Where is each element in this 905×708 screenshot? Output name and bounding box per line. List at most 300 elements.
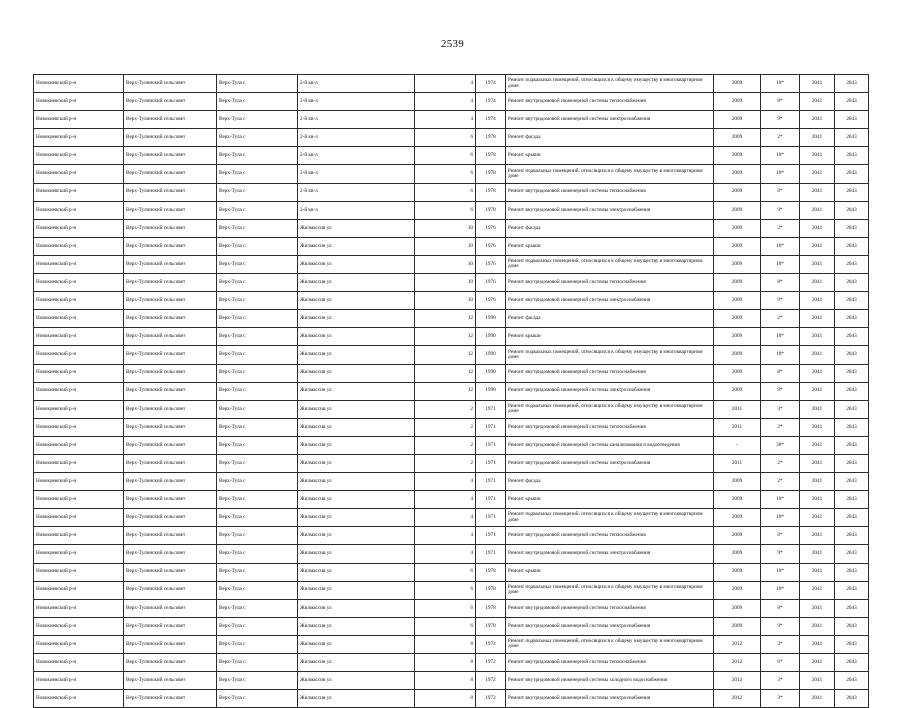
cell-locality: Верх-Тула с xyxy=(217,436,298,454)
cell-house-number: 4 xyxy=(415,509,476,527)
cell-house-number: 4 xyxy=(415,545,476,563)
cell-build-year: 1972 xyxy=(476,690,506,708)
cell-district: Новокиевский р-н xyxy=(34,129,124,147)
cell-settlement: Верх-Тулинский сельсовет xyxy=(124,111,217,129)
cell-build-year: 1978 xyxy=(476,599,506,617)
cell-settlement: Верх-Тулинский сельсовет xyxy=(124,129,217,147)
cell-survey-year: 2009 xyxy=(714,75,761,93)
cell-wear-value: 8* xyxy=(761,599,800,617)
cell-street: Жилмассив ул xyxy=(298,255,415,273)
cell-wear-value: 10* xyxy=(761,237,800,255)
cell-settlement: Верх-Тулинский сельсовет xyxy=(124,418,217,436)
table-body xyxy=(34,75,869,708)
cell-build-year: 1972 xyxy=(476,672,506,690)
cell-end-year: 2043 xyxy=(835,509,869,527)
cell-work-type: Ремонт фасада xyxy=(506,473,714,491)
cell-settlement: Верх-Тулинский сельсовет xyxy=(124,328,217,346)
cell-house-number: 10 xyxy=(415,255,476,273)
cell-build-year: 1971 xyxy=(476,509,506,527)
cell-locality: Верх-Тула с xyxy=(217,690,298,708)
cell-end-year: 2043 xyxy=(835,382,869,400)
cell-locality: Верх-Тула с xyxy=(217,473,298,491)
cell-work-type: Ремонт внутридомовой инженерной системы теплоснабжения xyxy=(506,183,714,201)
cell-end-year: 2043 xyxy=(835,75,869,93)
cell-wear-value: 2* xyxy=(761,418,800,436)
cell-start-year: 2041 xyxy=(800,581,835,599)
cell-street: 2-й кв-л xyxy=(298,129,415,147)
cell-start-year: 2041 xyxy=(800,382,835,400)
cell-work-type: Ремонт внутридомовой инженерной системы электроснабжения xyxy=(506,382,714,400)
cell-work-type: Ремонт подвальных помещений, относящихся к общему имуществу в многоквартирном доме xyxy=(506,400,714,418)
cell-district: Новокиевский р-н xyxy=(34,418,124,436)
cell-start-year: 2041 xyxy=(800,635,835,653)
cell-wear-value: 9* xyxy=(761,382,800,400)
cell-street: Жилмассив ул xyxy=(298,454,415,472)
cell-wear-value: 8* xyxy=(761,274,800,292)
cell-settlement: Верх-Тулинский сельсовет xyxy=(124,672,217,690)
cell-survey-year: 2009 xyxy=(714,364,761,382)
cell-build-year: 1990 xyxy=(476,364,506,382)
table-row xyxy=(34,654,869,672)
cell-start-year: 2041 xyxy=(800,545,835,563)
cell-build-year: 1990 xyxy=(476,310,506,328)
cell-build-year: 1974 xyxy=(476,111,506,129)
cell-work-type: Ремонт подвальных помещений, относящихся к общему имуществу в многоквартирном доме xyxy=(506,581,714,599)
cell-start-year: 2041 xyxy=(800,418,835,436)
cell-start-year: 2041 xyxy=(800,93,835,111)
table-row xyxy=(34,617,869,635)
cell-street: 2-й кв-л xyxy=(298,75,415,93)
cell-work-type: Ремонт внутридомовой инженерной системы электроснабжения xyxy=(506,111,714,129)
cell-start-year: 2041 xyxy=(800,690,835,708)
cell-wear-value: 9* xyxy=(761,545,800,563)
cell-settlement: Верх-Тулинский сельсовет xyxy=(124,654,217,672)
cell-house-number: 6 xyxy=(415,581,476,599)
cell-house-number: 8 xyxy=(415,672,476,690)
cell-wear-value: 2* xyxy=(761,473,800,491)
cell-wear-value: 2* xyxy=(761,454,800,472)
cell-build-year: 1978 xyxy=(476,129,506,147)
cell-wear-value: 8* xyxy=(761,364,800,382)
cell-settlement: Верх-Тулинский сельсовет xyxy=(124,563,217,581)
cell-district: Новокиевский р-н xyxy=(34,635,124,653)
cell-district: Новокиевский р-н xyxy=(34,201,124,219)
cell-house-number: 6 xyxy=(415,183,476,201)
cell-end-year: 2043 xyxy=(835,93,869,111)
cell-end-year: 2043 xyxy=(835,654,869,672)
cell-build-year: 1974 xyxy=(476,75,506,93)
cell-survey-year: 2009 xyxy=(714,183,761,201)
table-row xyxy=(34,165,869,183)
cell-district: Новокиевский р-н xyxy=(34,93,124,111)
cell-settlement: Верх-Тулинский сельсовет xyxy=(124,491,217,509)
cell-wear-value: 10* xyxy=(761,346,800,364)
cell-wear-value: 9* xyxy=(761,201,800,219)
cell-start-year: 2041 xyxy=(800,183,835,201)
cell-district: Новокиевский р-н xyxy=(34,382,124,400)
cell-start-year: 2041 xyxy=(800,111,835,129)
cell-house-number: 4 xyxy=(415,111,476,129)
cell-locality: Верх-Тула с xyxy=(217,219,298,237)
cell-house-number: 6 xyxy=(415,201,476,219)
cell-wear-value: 10* xyxy=(761,165,800,183)
cell-settlement: Верх-Тулинский сельсовет xyxy=(124,473,217,491)
cell-work-type: Ремонт внутридомовой инженерной системы теплоснабжения xyxy=(506,364,714,382)
cell-end-year: 2043 xyxy=(835,545,869,563)
cell-work-type: Ремонт крыши xyxy=(506,563,714,581)
cell-district: Новокиевский р-н xyxy=(34,436,124,454)
cell-locality: Верх-Тула с xyxy=(217,527,298,545)
table-row xyxy=(34,255,869,273)
cell-survey-year: 2009 xyxy=(714,382,761,400)
cell-end-year: 2043 xyxy=(835,201,869,219)
table-row xyxy=(34,382,869,400)
cell-build-year: 1976 xyxy=(476,237,506,255)
cell-build-year: 1978 xyxy=(476,201,506,219)
cell-house-number: 4 xyxy=(415,75,476,93)
cell-end-year: 2043 xyxy=(835,346,869,364)
cell-locality: Верх-Тула с xyxy=(217,274,298,292)
cell-house-number: 2 xyxy=(415,454,476,472)
table-row xyxy=(34,274,869,292)
cell-build-year: 1978 xyxy=(476,165,506,183)
cell-wear-value: 8* xyxy=(761,183,800,201)
cell-build-year: 1978 xyxy=(476,581,506,599)
cell-locality: Верх-Тула с xyxy=(217,454,298,472)
cell-street: Жилмассив ул xyxy=(298,292,415,310)
cell-settlement: Верх-Тулинский сельсовет xyxy=(124,581,217,599)
cell-house-number: 8 xyxy=(415,635,476,653)
cell-house-number: 6 xyxy=(415,599,476,617)
cell-settlement: Верх-Тулинский сельсовет xyxy=(124,454,217,472)
cell-build-year: 1971 xyxy=(476,436,506,454)
cell-survey-year: 2011 xyxy=(714,400,761,418)
table-row xyxy=(34,672,869,690)
cell-district: Новокиевский р-н xyxy=(34,454,124,472)
cell-survey-year: 2009 xyxy=(714,599,761,617)
cell-wear-value: 10* xyxy=(761,581,800,599)
cell-start-year: 2041 xyxy=(800,563,835,581)
cell-work-type: Ремонт крыши xyxy=(506,237,714,255)
cell-start-year: 2041 xyxy=(800,491,835,509)
cell-end-year: 2043 xyxy=(835,617,869,635)
cell-locality: Верх-Тула с xyxy=(217,563,298,581)
cell-work-type: Ремонт внутридомовой инженерной системы теплоснабжения xyxy=(506,527,714,545)
cell-survey-year: 2009 xyxy=(714,201,761,219)
cell-end-year: 2043 xyxy=(835,147,869,165)
cell-work-type: Ремонт внутридомовой инженерной системы теплоснабжения xyxy=(506,274,714,292)
cell-locality: Верх-Тула с xyxy=(217,201,298,219)
cell-build-year: 1974 xyxy=(476,93,506,111)
cell-locality: Верх-Тула с xyxy=(217,75,298,93)
cell-end-year: 2043 xyxy=(835,454,869,472)
cell-street: Жилмассив ул xyxy=(298,690,415,708)
cell-locality: Верх-Тула с xyxy=(217,545,298,563)
cell-survey-year: 2009 xyxy=(714,292,761,310)
cell-end-year: 2043 xyxy=(835,310,869,328)
cell-end-year: 2043 xyxy=(835,129,869,147)
cell-survey-year: 2009 xyxy=(714,165,761,183)
cell-work-type: Ремонт подвальных помещений, относящихся к общему имуществу в многоквартирном доме xyxy=(506,75,714,93)
cell-house-number: 12 xyxy=(415,328,476,346)
table-row xyxy=(34,129,869,147)
cell-start-year: 2041 xyxy=(800,617,835,635)
cell-build-year: 1976 xyxy=(476,274,506,292)
cell-start-year: 2041 xyxy=(800,328,835,346)
cell-house-number: 6 xyxy=(415,129,476,147)
cell-survey-year: 2009 xyxy=(714,509,761,527)
cell-wear-value: 10* xyxy=(761,255,800,273)
cell-start-year: 2041 xyxy=(800,527,835,545)
table-row xyxy=(34,183,869,201)
cell-district: Новокиевский р-н xyxy=(34,147,124,165)
cell-house-number: 10 xyxy=(415,237,476,255)
cell-work-type: Ремонт крыши xyxy=(506,491,714,509)
cell-wear-value: 30* xyxy=(761,436,800,454)
cell-survey-year: 2009 xyxy=(714,328,761,346)
cell-wear-value: 10* xyxy=(761,328,800,346)
cell-street: 2-й кв-л xyxy=(298,201,415,219)
cell-street: 2-й кв-л xyxy=(298,93,415,111)
cell-house-number: 4 xyxy=(415,527,476,545)
cell-build-year: 1976 xyxy=(476,292,506,310)
cell-start-year: 2041 xyxy=(800,201,835,219)
cell-house-number: 6 xyxy=(415,563,476,581)
cell-locality: Верх-Тула с xyxy=(217,635,298,653)
cell-start-year: 2041 xyxy=(800,310,835,328)
cell-settlement: Верх-Тулинский сельсовет xyxy=(124,183,217,201)
cell-locality: Верх-Тула с xyxy=(217,165,298,183)
cell-survey-year: 2011 xyxy=(714,454,761,472)
cell-end-year: 2043 xyxy=(835,418,869,436)
cell-locality: Верх-Тула с xyxy=(217,491,298,509)
table-row xyxy=(34,201,869,219)
cell-work-type: Ремонт внутридомовой инженерной системы электроснабжения xyxy=(506,545,714,563)
cell-settlement: Верх-Тулинский сельсовет xyxy=(124,364,217,382)
cell-wear-value: 9* xyxy=(761,617,800,635)
cell-locality: Верх-Тула с xyxy=(217,364,298,382)
cell-street: Жилмассив ул xyxy=(298,219,415,237)
cell-start-year: 2041 xyxy=(800,219,835,237)
cell-settlement: Верх-Тулинский сельсовет xyxy=(124,509,217,527)
cell-house-number: 4 xyxy=(415,491,476,509)
table-row xyxy=(34,418,869,436)
table-row xyxy=(34,310,869,328)
table-row xyxy=(34,581,869,599)
cell-settlement: Верх-Тулинский сельсовет xyxy=(124,382,217,400)
cell-start-year: 2041 xyxy=(800,165,835,183)
cell-district: Новокиевский р-н xyxy=(34,328,124,346)
cell-survey-year: 2012 xyxy=(714,654,761,672)
cell-survey-year: 2009 xyxy=(714,563,761,581)
cell-work-type: Ремонт фасада xyxy=(506,219,714,237)
cell-street: Жилмассив ул xyxy=(298,491,415,509)
cell-work-type: Ремонт внутридомовой инженерной системы электроснабжения xyxy=(506,690,714,708)
cell-wear-value: 3* xyxy=(761,400,800,418)
cell-survey-year: 2009 xyxy=(714,219,761,237)
table-row xyxy=(34,147,869,165)
cell-survey-year: 2009 xyxy=(714,581,761,599)
table-row xyxy=(34,219,869,237)
cell-locality: Верх-Тула с xyxy=(217,654,298,672)
cell-start-year: 2041 xyxy=(800,237,835,255)
cell-house-number: 6 xyxy=(415,165,476,183)
cell-end-year: 2043 xyxy=(835,165,869,183)
cell-start-year: 2041 xyxy=(800,654,835,672)
cell-locality: Верх-Тула с xyxy=(217,581,298,599)
cell-district: Новокиевский р-н xyxy=(34,599,124,617)
cell-build-year: 1971 xyxy=(476,473,506,491)
cell-work-type: Ремонт внутридомовой инженерной системы холодного водоснабжения xyxy=(506,672,714,690)
cell-build-year: 1971 xyxy=(476,418,506,436)
cell-locality: Верх-Тула с xyxy=(217,346,298,364)
cell-locality: Верх-Тула с xyxy=(217,129,298,147)
cell-start-year: 2041 xyxy=(800,672,835,690)
cell-start-year: 2041 xyxy=(800,454,835,472)
cell-start-year: 2041 xyxy=(800,599,835,617)
cell-house-number: 8 xyxy=(415,654,476,672)
cell-end-year: 2043 xyxy=(835,581,869,599)
cell-end-year: 2043 xyxy=(835,672,869,690)
cell-wear-value: 8* xyxy=(761,93,800,111)
cell-survey-year: 2009 xyxy=(714,147,761,165)
page-number: 2539 xyxy=(440,38,465,50)
cell-house-number: 4 xyxy=(415,473,476,491)
cell-locality: Верх-Тула с xyxy=(217,147,298,165)
cell-wear-value: 3* xyxy=(761,635,800,653)
cell-street: Жилмассив ул xyxy=(298,346,415,364)
cell-district: Новокиевский р-н xyxy=(34,400,124,418)
cell-district: Новокиевский р-н xyxy=(34,183,124,201)
cell-work-type: Ремонт подвальных помещений, относящихся к общему имуществу в многоквартирном доме xyxy=(506,509,714,527)
cell-work-type: Ремонт внутридомовой инженерной системы теплоснабжения xyxy=(506,599,714,617)
cell-start-year: 2041 xyxy=(800,274,835,292)
cell-settlement: Верх-Тулинский сельсовет xyxy=(124,201,217,219)
cell-settlement: Верх-Тулинский сельсовет xyxy=(124,690,217,708)
cell-end-year: 2043 xyxy=(835,183,869,201)
table-row xyxy=(34,400,869,418)
cell-build-year: 1978 xyxy=(476,617,506,635)
cell-work-type: Ремонт внутридомовой инженерной системы теплоснабжения xyxy=(506,418,714,436)
cell-district: Новокиевский р-н xyxy=(34,237,124,255)
cell-street: Жилмассив ул xyxy=(298,654,415,672)
cell-district: Новокиевский р-н xyxy=(34,111,124,129)
cell-settlement: Верх-Тулинский сельсовет xyxy=(124,310,217,328)
cell-locality: Верх-Тула с xyxy=(217,400,298,418)
cell-work-type: Ремонт внутридомовой инженерной системы теплоснабжения xyxy=(506,654,714,672)
cell-survey-year: 2011 xyxy=(714,418,761,436)
cell-work-type: Ремонт подвальных помещений, относящихся к общему имуществу в многоквартирном доме xyxy=(506,165,714,183)
cell-work-type: Ремонт подвальных помещений, относящихся к общему имуществу в многоквартирном доме xyxy=(506,255,714,273)
table-row xyxy=(34,93,869,111)
table-row xyxy=(34,491,869,509)
cell-survey-year: 2009 xyxy=(714,473,761,491)
table-row xyxy=(34,75,869,93)
cell-street: Жилмассив ул xyxy=(298,382,415,400)
cell-district: Новокиевский р-н xyxy=(34,672,124,690)
cell-survey-year: 2009 xyxy=(714,274,761,292)
cell-wear-value: 2* xyxy=(761,129,800,147)
cell-start-year: 2041 xyxy=(800,255,835,273)
cell-build-year: 1976 xyxy=(476,255,506,273)
cell-locality: Верх-Тула с xyxy=(217,328,298,346)
cell-work-type: Ремонт внутридомовой инженерной системы канализования и водоотведения xyxy=(506,436,714,454)
cell-locality: Верх-Тула с xyxy=(217,183,298,201)
cell-street: Жилмассив ул xyxy=(298,310,415,328)
cell-house-number: 10 xyxy=(415,219,476,237)
cell-street: 2-й кв-л xyxy=(298,183,415,201)
cell-settlement: Верх-Тулинский сельсовет xyxy=(124,255,217,273)
cell-locality: Верх-Тула с xyxy=(217,509,298,527)
cell-work-type: Ремонт внутридомовой инженерной системы электроснабжения xyxy=(506,292,714,310)
table-row xyxy=(34,454,869,472)
cell-start-year: 2041 xyxy=(800,292,835,310)
cell-start-year: 2041 xyxy=(800,400,835,418)
cell-street: Жилмассив ул xyxy=(298,617,415,635)
cell-locality: Верх-Тула с xyxy=(217,599,298,617)
cell-end-year: 2043 xyxy=(835,364,869,382)
table-row xyxy=(34,635,869,653)
cell-build-year: 1990 xyxy=(476,328,506,346)
cell-settlement: Верх-Тулинский сельсовет xyxy=(124,292,217,310)
cell-wear-value: 3* xyxy=(761,690,800,708)
cell-house-number: 12 xyxy=(415,310,476,328)
cell-build-year: 1990 xyxy=(476,346,506,364)
cell-street: Жилмассив ул xyxy=(298,509,415,527)
cell-work-type: Ремонт подвальных помещений, относящихся к общему имуществу в многоквартирном доме xyxy=(506,346,714,364)
cell-survey-year: 2009 xyxy=(714,129,761,147)
cell-house-number: 8 xyxy=(415,690,476,708)
cell-settlement: Верх-Тулинский сельсовет xyxy=(124,274,217,292)
cell-house-number: 2 xyxy=(415,400,476,418)
cell-district: Новокиевский р-н xyxy=(34,219,124,237)
cell-district: Новокиевский р-н xyxy=(34,527,124,545)
cell-street: Жилмассив ул xyxy=(298,581,415,599)
table-row xyxy=(34,690,869,708)
cell-end-year: 2043 xyxy=(835,473,869,491)
cell-house-number: 2 xyxy=(415,418,476,436)
cell-survey-year: 2009 xyxy=(714,346,761,364)
cell-district: Новокиевский р-н xyxy=(34,274,124,292)
cell-district: Новокиевский р-н xyxy=(34,364,124,382)
cell-street: Жилмассив ул xyxy=(298,274,415,292)
cell-street: Жилмассив ул xyxy=(298,473,415,491)
cell-settlement: Верх-Тулинский сельсовет xyxy=(124,635,217,653)
cell-wear-value: 10* xyxy=(761,509,800,527)
cell-build-year: 1971 xyxy=(476,454,506,472)
cell-work-type: Ремонт внутридомовой инженерной системы теплоснабжения xyxy=(506,93,714,111)
cell-end-year: 2043 xyxy=(835,690,869,708)
cell-street: Жилмассив ул xyxy=(298,400,415,418)
cell-survey-year: 2009 xyxy=(714,491,761,509)
cell-street: Жилмассив ул xyxy=(298,436,415,454)
cell-house-number: 12 xyxy=(415,382,476,400)
cell-end-year: 2043 xyxy=(835,237,869,255)
cell-wear-value: 10* xyxy=(761,75,800,93)
cell-wear-value: 9* xyxy=(761,111,800,129)
cell-survey-year: 2012 xyxy=(714,635,761,653)
cell-house-number: 12 xyxy=(415,346,476,364)
cell-start-year: 2041 xyxy=(800,473,835,491)
cell-survey-year: 2012 xyxy=(714,690,761,708)
cell-start-year: 2041 xyxy=(800,75,835,93)
cell-wear-value: 10* xyxy=(761,491,800,509)
cell-wear-value: 10* xyxy=(761,147,800,165)
cell-district: Новокиевский р-н xyxy=(34,545,124,563)
cell-work-type: Ремонт крыши xyxy=(506,147,714,165)
cell-end-year: 2043 xyxy=(835,274,869,292)
cell-survey-year: 2009 xyxy=(714,255,761,273)
